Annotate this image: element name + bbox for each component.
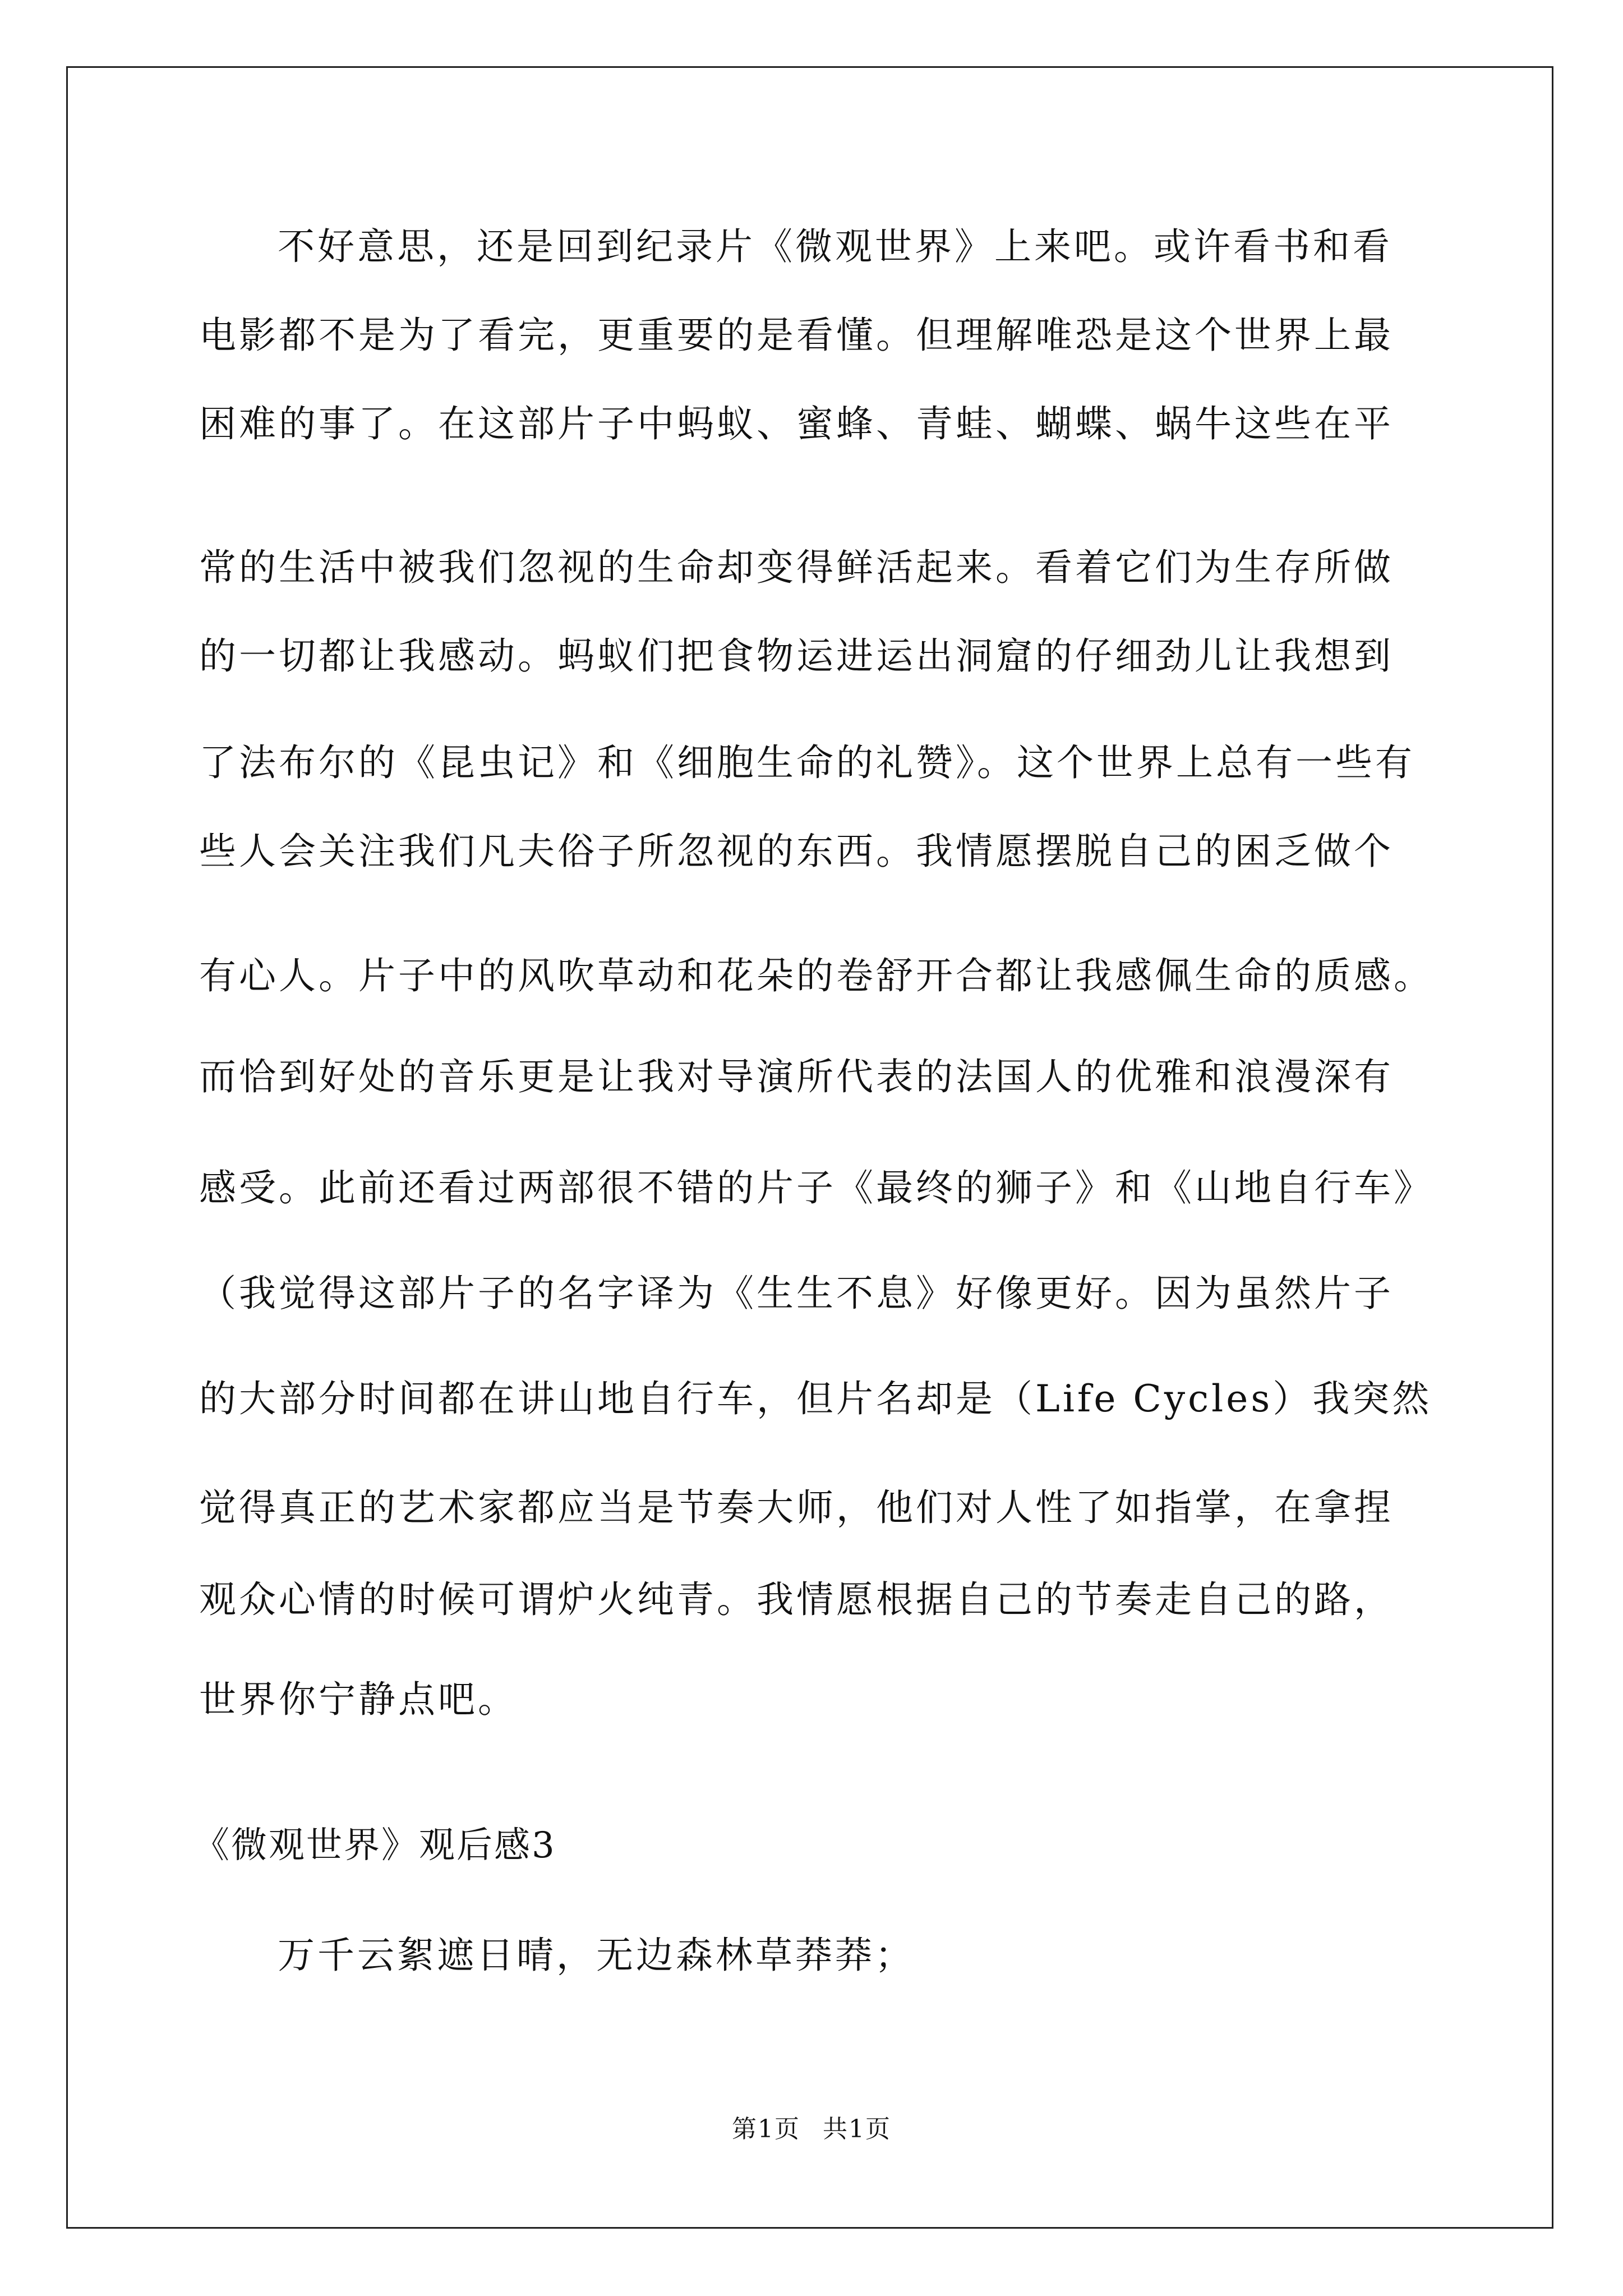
paragraph-line: 觉得真正的艺术家都应当是节奏大师，他们对人性了如指掌，在拿捏 bbox=[199, 1486, 1394, 1529]
paragraph-line: 不好意思，还是回到纪录片《微观世界》上来吧。或许看书和看 bbox=[278, 225, 1393, 268]
paragraph-line: 有心人。片子中的风吹草动和花朵的卷舒开合都让我感佩生命的质感。 bbox=[199, 954, 1433, 997]
paragraph-line: 电影都不是为了看完，更重要的是看懂。但理解唯恐是这个世界上最 bbox=[199, 314, 1394, 357]
paragraph-line: 世界你宁静点吧。 bbox=[199, 1678, 518, 1721]
paragraph-line: （我觉得这部片子的名字译为《生生不息》好像更好。因为虽然片子 bbox=[199, 1272, 1394, 1315]
paragraph-line: 而恰到好处的音乐更是让我对导演所代表的法国人的优雅和浪漫深有 bbox=[199, 1055, 1394, 1098]
paragraph-line: 感受。此前还看过两部很不错的片子《最终的狮子》和《山地自行车》 bbox=[199, 1166, 1433, 1209]
section-heading: 《微观世界》观后感3 bbox=[193, 1825, 556, 1866]
paragraph-line: 的一切都让我感动。蚂蚁们把食物运进运出洞窟的仔细劲儿让我想到 bbox=[199, 634, 1394, 678]
page-border bbox=[66, 66, 1553, 2229]
page-number: 第1页 bbox=[732, 2115, 800, 2143]
paragraph-line: 些人会关注我们凡夫俗子所忽视的东西。我情愿摆脱自己的困乏做个 bbox=[199, 830, 1394, 873]
paragraph-line: 困难的事了。在这部片子中蚂蚁、蜜蜂、青蛙、蝴蝶、蜗牛这些在平 bbox=[199, 402, 1394, 445]
paragraph-line: 观众心情的时候可谓炉火纯青。我情愿根据自己的节奏走自己的路， bbox=[199, 1578, 1394, 1621]
paragraph-line: 常的生活中被我们忽视的生命却变得鲜活起来。看着它们为生存所做 bbox=[199, 546, 1394, 589]
paragraph-line: 了法布尔的《昆虫记》和《细胞生命的礼赞》。这个世界上总有一些有 bbox=[199, 741, 1415, 784]
poem-line: 万千云絮遮日晴，无边森林草莽莽； bbox=[278, 1934, 915, 1977]
paragraph-line: 的大部分时间都在讲山地自行车，但片名却是（Life Cycles）我突然 bbox=[199, 1377, 1432, 1420]
page-total: 共1页 bbox=[823, 2115, 891, 2143]
page-footer bbox=[0, 2114, 1623, 2145]
